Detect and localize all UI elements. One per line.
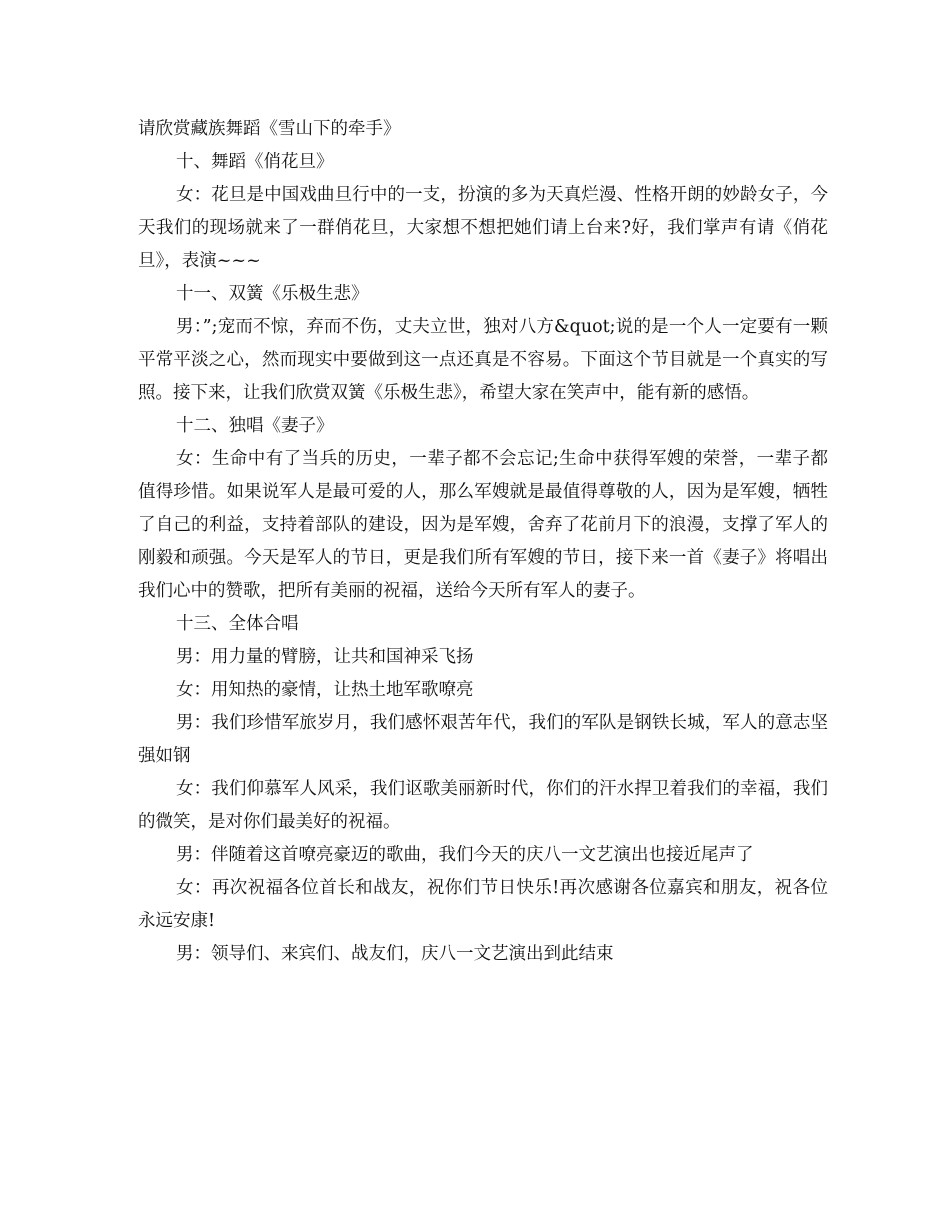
paragraph-male-host-11: 男：”;宠而不惊，弃而不伤，丈夫立世，独对八方&quot;说的是一个人一定要有一颗平常平淡之心，然而现实中要做到这一点还真是不容易。下面这个节目就是一个真实的写照。接下来，让我们欣赏双簧《乐极生悲》，希望大家在笑声中，能有新的感悟。 <box>138 317 828 403</box>
paragraph-male-closing: 男：领导们、来宾们、战友们，庆八一文艺演出到此结束 <box>176 944 614 964</box>
heading-program-11: 十一、双簧《乐极生悲》 <box>176 284 369 304</box>
paragraph-intro-tibetan-dance: 请欣赏藏族舞蹈《雪山下的牵手》 <box>138 119 401 139</box>
paragraph-male-line-2: 男：我们珍惜军旅岁月，我们感怀艰苦年代，我们的军队是钢铁长城，军人的意志坚强如钢 <box>138 713 828 766</box>
paragraph-male-line-1: 男：用力量的臂膀，让共和国神采飞扬 <box>176 647 474 667</box>
paragraph-male-line-3: 男：伴随着这首嘹亮豪迈的歌曲，我们今天的庆八一文艺演出也接近尾声了 <box>176 845 754 865</box>
paragraph-female-host-10: 女：花旦是中国戏曲旦行中的一支，扮演的多为天真烂漫、性格开朗的妙龄女子，今天我们的现场就来了一群俏花旦，大家想不想把她们请上台来?好，我们掌声有请《俏花旦》，表演~~~ <box>138 185 828 271</box>
heading-program-10: 十、舞蹈《俏花旦》 <box>176 152 334 172</box>
paragraph-female-host-12: 女：生命中有了当兵的历史，一辈子都不会忘记;生命中获得军嫂的荣誉，一辈子都值得珍惜。如果说军人是最可爱的人，那么军嫂就是最值得尊敬的人，因为是军嫂，牺牲了自己的利益，支持着部队的建设，因为是军嫂，舍弃了花前月下的浪漫，支撑了军人的刚毅和顽强。今天是军人的节日，更是我们所有军嫂的节日，接下来一首《妻子》将唱出我们心中的赞歌，把所有美丽的祝福，送给今天所有军人的妻子。 <box>138 449 828 601</box>
heading-program-13: 十三、全体合唱 <box>176 614 299 634</box>
document-page <box>138 113 828 971</box>
paragraph-female-line-3: 女：再次祝福各位首长和战友，祝你们节日快乐!再次感谢各位嘉宾和朋友，祝各位永远安康! <box>138 878 828 931</box>
paragraph-female-line-2: 女：我们仰慕军人风采，我们讴歌美丽新时代，你们的汗水捍卫着我们的幸福，我们的微笑，是对你们最美好的祝福。 <box>138 779 828 832</box>
paragraph-female-line-1: 女：用知热的豪情，让热土地军歌嘹亮 <box>176 680 474 700</box>
heading-program-12: 十二、独唱《妻子》 <box>176 416 334 436</box>
